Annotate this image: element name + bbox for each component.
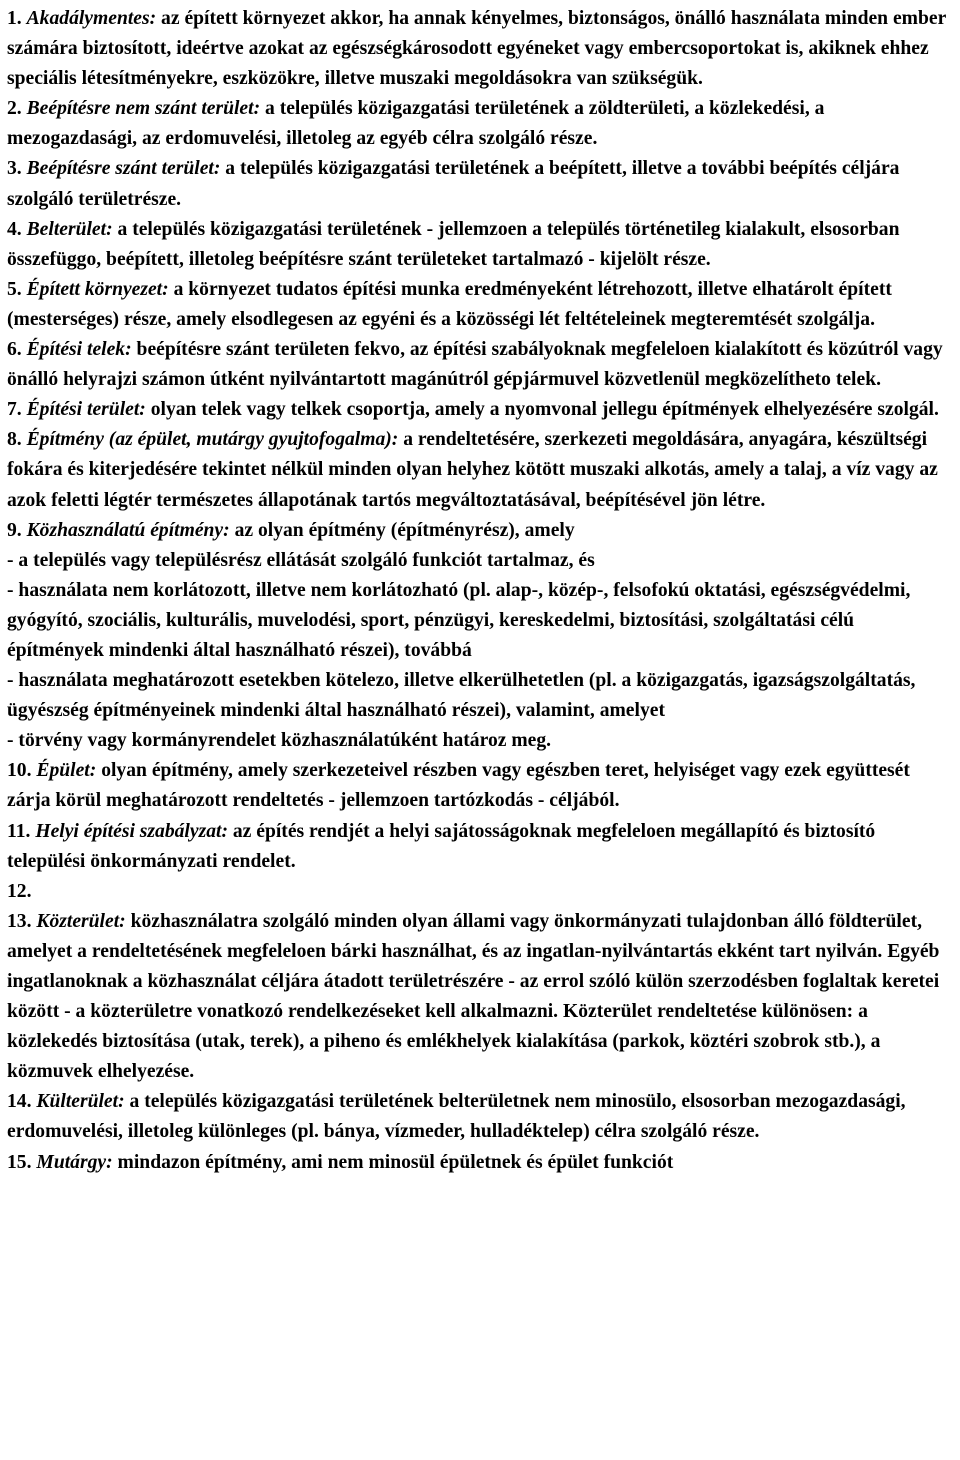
definition-text: az olyan építmény (építményrész), amely — [234, 519, 575, 541]
definition-text: az építés rendjét a helyi sajátosságoknak megfeleloen megállapító és biztosító települési önkormányzati rendelet. — [7, 820, 876, 872]
definition-number: 15. — [7, 1151, 32, 1173]
definition-text: a település közigazgatási területének - jellemzoen a település történetileg kialakult, elsosorban összefüggo, beépített, illetoleg beépítésre szánt területeket tartalmazó - kijelölt része. — [7, 218, 900, 270]
definition-text: olyan telek vagy telkek csoportja, amely a nyomvonal jellegu építmények elhelyezésére szolgál. — [150, 399, 939, 421]
definition-5 — [7, 275, 954, 335]
definition-list-item: - törvény vagy kormányrendelet közhasználatúként határoz meg. — [7, 730, 552, 752]
definition-4 — [7, 215, 954, 275]
definition-number: 1. — [7, 8, 22, 29]
definition-text: mindazon építmény, ami nem minosül épületnek és épület funkciót — [117, 1151, 674, 1173]
definition-term: Akadálymentes: — [26, 8, 157, 29]
definition-term: Épület: — [36, 760, 97, 782]
definition-number: 5. — [7, 278, 22, 300]
definition-number: 10. — [7, 760, 32, 782]
definition-number: 3. — [7, 158, 22, 180]
definition-12 — [7, 877, 954, 907]
definition-term: Helyi építési szabályzat: — [35, 820, 228, 842]
definition-term: Beépítésre szánt terület: — [26, 158, 221, 180]
definition-text: a település közigazgatási területének belterületnek nem minosülo, elsosorban mezogazdasági, erdomuvelési, illetoleg különleges (pl. bánya, vízmeder, hulladéktelep) célra szolgáló része. — [7, 1091, 906, 1143]
definition-15 — [7, 1148, 954, 1178]
definition-text: a környezet tudatos építési munka eredményeként létrehozott, illetve elhatárolt épített (mesterséges) része, amely elsodlegesen az egyéni és a közösségi lét feltételeinek megteremtését szolgálja. — [7, 278, 892, 330]
definition-14 — [7, 1087, 954, 1147]
definition-term: Közhasználatú építmény: — [26, 519, 230, 541]
definition-term: Külterület: — [36, 1091, 125, 1113]
definition-text: közhasználatra szolgáló minden olyan állami vagy önkormányzati tulajdonban álló földterület, amelyet a rendeltetésének megfeleloen bárki használhat, és az ingatlan-nyilvántartás ekként tart nyilván. Egyéb ingatlanoknak a közhasználat céljára átadott területrészére - az errol szóló külön szerzodésben foglaltak keretei között - a közterületre vonatkozó rendelkezéseket kell alkalmazni. Közterület rendeltetése különösen: a közlekedés biztosítása (utak, terek), a piheno és emlékhelyek kialakítása (parkok, köztéri szobrok stb.), a közmuvek elhelyezése. — [7, 910, 940, 1083]
definition-text: a település közigazgatási területének a beépített, illetve a további beépítés céljára szolgáló területrésze. — [7, 158, 900, 210]
definition-term: Építmény (az épület, mutárgy gyujtofogalma): — [26, 429, 399, 451]
definition-text: az épített környezet akkor, ha annak kényelmes, biztonságos, önálló használata minden ember számára biztosított, ideértve azokat az egészségkárosodott egyéneket vagy embercsoportokat is, akiknek ehhez speciális létesítményekre, eszközökre, illetve muszaki megoldásokra van szükségük. — [7, 8, 946, 90]
definition-text: a rendeltetésére, szerkezeti megoldására, anyagára, készültségi fokára és kiterjedésére tekintet nélkül minden olyan helyhez kötött muszaki alkotás, amely a talaj, a víz vagy az azok feletti légtér természetes állapotának tartós megváltoztatásával, beépítésével jön létre. — [7, 429, 938, 511]
definition-list-item: - a település vagy településrész ellátását szolgáló funkciót tartalmaz, és — [7, 549, 595, 571]
definition-term: Beépítésre nem szánt terület: — [26, 98, 261, 120]
definition-term: Közterület: — [36, 910, 126, 932]
definition-2 — [7, 94, 954, 154]
definition-7 — [7, 395, 954, 425]
definition-13 — [7, 907, 954, 1088]
definition-number: 11. — [7, 820, 31, 842]
definition-1 — [7, 4, 954, 94]
definition-number: 4. — [7, 218, 22, 240]
definition-first-line — [7, 516, 954, 546]
definition-6 — [7, 335, 954, 395]
definition-number: 13. — [7, 910, 32, 932]
definition-number: 9. — [7, 519, 22, 541]
definition-term: Építési terület: — [26, 399, 146, 421]
definition-number: 6. — [7, 339, 22, 361]
definition-text: beépítésre szánt területen fekvo, az építési szabályoknak megfeleloen kialakított és közútról vagy önálló helyrajzi számon útként nyilvántartott magánútról gépjármuvel közvetlenül megközelítheto telek. — [7, 339, 943, 391]
definition-number: 14. — [7, 1091, 32, 1113]
definition-10 — [7, 756, 954, 816]
definition-number: 2. — [7, 98, 22, 120]
definition-8 — [7, 425, 954, 515]
definition-term: Belterület: — [26, 218, 113, 240]
definition-term: Épített környezet: — [26, 278, 169, 300]
definition-text: a település közigazgatási területének a zöldterületi, a közlekedési, a mezogazdasági, az erdomuvelési, illetoleg az egyéb célra szolgáló része. — [7, 98, 825, 150]
definition-number: 8. — [7, 429, 22, 451]
definition-text: olyan építmény, amely szerkezeteivel részben vagy egészben teret, helyiséget vagy ezek együttesét zárja körül meghatározott rendeltetés - jellemzoen tartózkodás - céljából. — [7, 760, 910, 812]
definition-11 — [7, 817, 954, 877]
definition-number: 7. — [7, 399, 22, 421]
definition-term: Mutárgy: — [36, 1151, 113, 1173]
definition-term: Építési telek: — [26, 339, 132, 361]
definition-9 — [7, 516, 954, 757]
definition-list-item: - használata meghatározott esetekben kötelezo, illetve elkerülhetetlen (pl. a közigazgatás, igazságszolgáltatás, ügyészség építményeinek mindenki által használható részei), valamint, amelyet — [7, 670, 916, 722]
definition-3 — [7, 154, 954, 214]
definition-number: 12. — [7, 880, 32, 902]
definition-list-item: - használata nem korlátozott, illetve nem korlátozható (pl. alap-, közép-, felsofokú oktatási, egészségvédelmi, gyógyító, szociális, kulturális, muvelodési, sport, pénzügyi, kereskedelmi, biztosítási, szolgáltatási célú építmények mindenki által használható részei), továbbá — [7, 579, 911, 661]
